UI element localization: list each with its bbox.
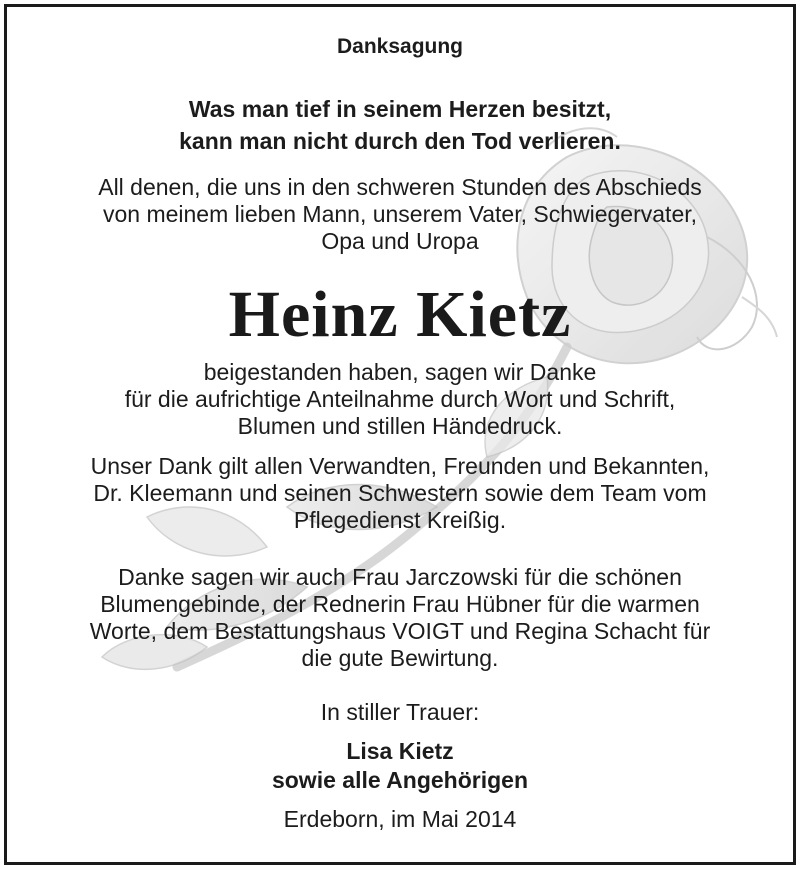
intro-line: von meinem lieben Mann, unserem Vater, Schwiegervater, [102, 201, 698, 227]
deceased-name: Heinz Kietz [228, 278, 572, 351]
special-thanks-line: Danke sagen wir auch Frau Jarczowski für die schönen [118, 564, 682, 590]
motto-block [7, 93, 793, 157]
thanks-line: beigestanden haben, sagen wir Danke [203, 359, 597, 385]
mourning-label: In stiller Trauer: [320, 699, 480, 725]
notice-heading: Danksagung [336, 35, 464, 58]
thanks-line: für die aufrichtige Anteilnahme durch Wort und Schrift, [124, 386, 676, 412]
gratitude-paragraph [7, 453, 793, 534]
thanks-paragraph [7, 359, 793, 440]
intro-line: Opa und Uropa [321, 228, 479, 254]
motto-line: Was man tief in seinem Herzen besitzt, [188, 96, 612, 122]
notice-frame [4, 4, 796, 865]
signers-block [7, 737, 793, 795]
intro-line: All denen, die uns in den schweren Stunden des Abschieds [98, 174, 702, 200]
motto-line: kann man nicht durch den Tod verlieren. [179, 128, 621, 154]
place-date: Erdeborn, im Mai 2014 [283, 806, 517, 832]
signer-family: sowie alle Angehörigen [271, 767, 529, 793]
notice-content [7, 7, 793, 862]
gratitude-line: Dr. Kleemann und seinen Schwestern sowie dem Team vom [93, 480, 707, 506]
signer-name: Lisa Kietz [346, 738, 454, 764]
gratitude-line: Pflegedienst Kreißig. [293, 507, 507, 533]
gratitude-line: Unser Dank gilt allen Verwandten, Freunden und Bekannten, [90, 453, 710, 479]
intro-paragraph [7, 174, 793, 255]
special-thanks-line: die gute Bewirtung. [301, 645, 499, 671]
special-thanks-line: Blumengebinde, der Rednerin Frau Hübner für die warmen [100, 591, 700, 617]
thanks-line: Blumen und stillen Händedruck. [237, 413, 563, 439]
special-thanks-paragraph [7, 564, 793, 672]
special-thanks-line: Worte, dem Bestattungshaus VOIGT und Regina Schacht für [89, 618, 711, 644]
